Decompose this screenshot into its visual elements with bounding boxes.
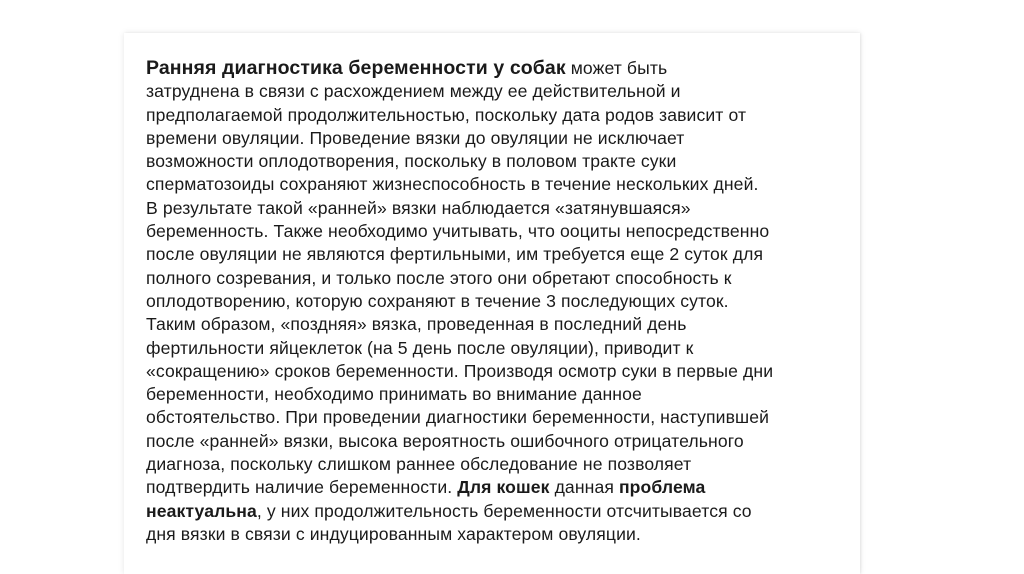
main-paragraph: [146, 57, 846, 546]
bold-text-segment: Ранняя диагностика беременности у собак: [146, 57, 566, 79]
text-segment: после овуляции не являются фертильными, им требуется еще 2 суток для: [146, 244, 764, 265]
text-segment: дня вязки в связи с индуцированным характером овуляции.: [146, 523, 641, 544]
text-segment: полного созревания, и только после этого они обретают способность к: [146, 267, 732, 288]
text-line: [146, 383, 846, 406]
text-line: [146, 57, 846, 80]
text-line: [146, 104, 846, 127]
text-segment: после «ранней» вязки, высока вероятность ошибочного отрицательного: [146, 430, 744, 451]
text-segment: возможности оплодотворения, поскольку в половом тракте суки: [146, 151, 677, 172]
text-line: [146, 430, 846, 453]
text-line: [146, 220, 846, 243]
text-line: [146, 150, 846, 173]
text-segment: «сокращению» сроков беременности. Производя осмотр суки в первые дни: [146, 360, 774, 381]
bold-text-segment: неактуальна: [146, 500, 257, 521]
text-segment: оплодотворению, которую сохраняют в течение 3 последующих суток.: [146, 290, 729, 311]
bold-text-segment: проблема: [618, 477, 706, 498]
text-line: [146, 523, 846, 546]
text-line: [146, 80, 846, 103]
text-segment: обстоятельство. При проведении диагностики беременности, наступившей: [146, 407, 770, 428]
text-line: [146, 313, 846, 336]
text-segment: данная: [549, 477, 619, 498]
text-line: [146, 360, 846, 383]
text-line: [146, 500, 846, 523]
text-segment: , у них продолжительность беременности отсчитывается со: [256, 500, 752, 521]
text-segment: Таким образом, «поздняя» вязка, проведенная в последний день: [146, 314, 687, 335]
bold-text-segment: Для кошек: [457, 477, 550, 498]
text-segment: диагноза, поскольку слишком раннее обследование не позволяет: [146, 454, 692, 475]
text-line: [146, 173, 846, 196]
text-line: [146, 337, 846, 360]
text-line: [146, 243, 846, 266]
text-line: [146, 197, 846, 220]
text-segment: затруднена в связи с расхождением между ее действительной и: [146, 81, 681, 102]
text-segment: фертильности яйцеклеток (на 5 день после овуляции), приводит к: [146, 337, 694, 358]
text-line: [146, 290, 846, 313]
text-line: [146, 406, 846, 429]
text-line: [146, 127, 846, 150]
text-segment: В результате такой «ранней» вязки наблюдается «затянувшаяся»: [146, 197, 691, 218]
text-segment: времени овуляции. Проведение вязки до овуляции не исключает: [146, 127, 685, 148]
text-segment: может быть: [565, 58, 668, 78]
text-line: [146, 267, 846, 290]
text-segment: беременности, необходимо принимать во внимание данное: [146, 384, 642, 405]
text-line: [146, 453, 846, 476]
text-segment: предполагаемой продолжительностью, поскольку дата родов зависит от: [146, 104, 747, 125]
text-segment: сперматозоиды сохраняют жизнеспособность в течение нескольких дней.: [146, 174, 759, 195]
slide: [124, 33, 860, 574]
text-segment: подтвердить наличие беременности.: [146, 477, 458, 498]
text-segment: беременность. Также необходимо учитывать, что ооциты непосредственно: [146, 221, 770, 242]
text-line: [146, 476, 846, 499]
